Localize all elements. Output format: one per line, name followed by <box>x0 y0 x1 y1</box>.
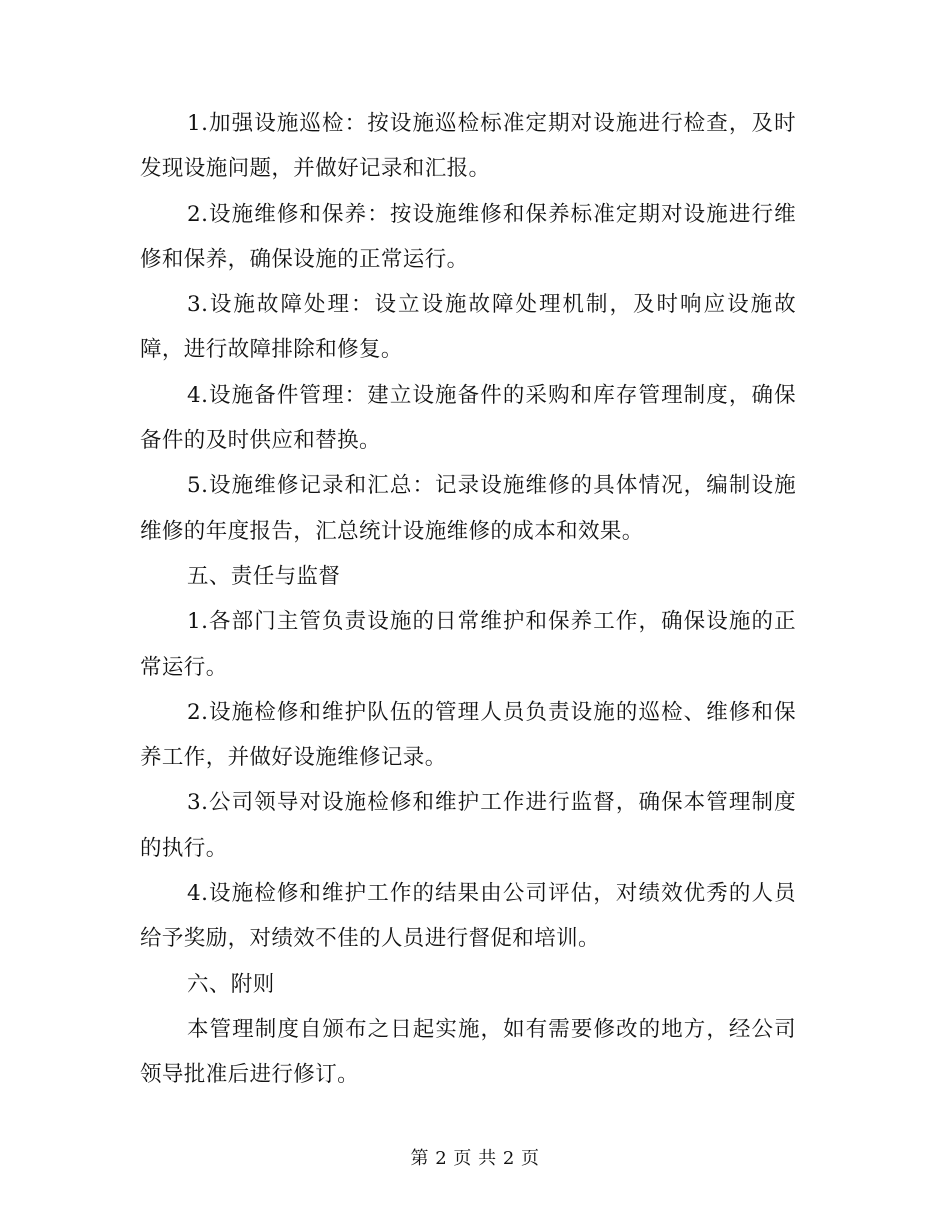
paragraph-inspection: 1.加强设施巡检：按设施巡检标准定期对设施进行检查，及时发现设施问题，并做好记录和汇报。 <box>140 111 796 182</box>
paragraph-team-managers: 2.设施检修和维护队伍的管理人员负责设施的巡检、维修和保养工作，并做好设施维修记录。 <box>140 699 796 771</box>
paragraph-fault-handling: 3.设施故障处理：设立设施故障处理机制，及时响应设施故障，进行故障排除和修复。 <box>140 292 796 363</box>
paragraph-maintenance: 2.设施维修和保养：按设施维修和保养标准定期对设施进行维修和保养，确保设施的正常运行。 <box>140 201 796 272</box>
paragraph-effective-date: 本管理制度自颁布之日起实施，如有需要修改的地方，经公司领导批准后进行修订。 <box>140 1016 796 1088</box>
document-body <box>140 101 796 1098</box>
page-number-footer: 第 2 页 共 2 页 <box>410 1148 540 1169</box>
paragraph-dept-supervisors: 1.各部门主管负责设施的日常维护和保养工作，确保设施的正常运行。 <box>140 609 796 680</box>
paragraph-leadership-supervision: 3.公司领导对设施检修和维护工作进行监督，确保本管理制度的执行。 <box>140 790 796 861</box>
paragraph-spare-parts: 4.设施备件管理：建立设施备件的采购和库存管理制度，确保备件的及时供应和替换。 <box>140 382 796 454</box>
paragraph-records-summary: 5.设施维修记录和汇总：记录设施维修的具体情况，编制设施维修的年度报告，汇总统计设施维修的成本和效果。 <box>140 473 796 544</box>
section-heading-appendix: 六、附则 <box>187 971 275 997</box>
paragraph-evaluation: 4.设施检修和维护工作的结果由公司评估，对绩效优秀的人员给予奖励，对绩效不佳的人员进行督促和培训。 <box>140 881 796 952</box>
section-heading-responsibility: 五、责任与监督 <box>187 563 341 589</box>
